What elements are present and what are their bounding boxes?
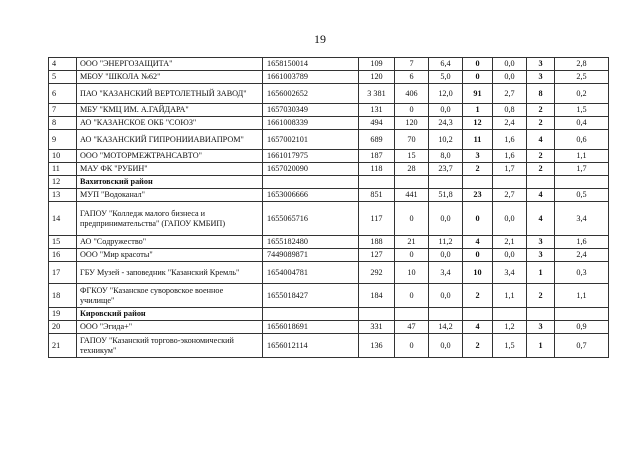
value-cell: 0,2 [555, 84, 609, 104]
value-cell: 2 [463, 163, 493, 176]
value-cell: 109 [359, 58, 395, 71]
value-cell: 4 [463, 236, 493, 249]
value-cell: 4 [527, 202, 555, 236]
inn-cell: 1661017975 [263, 150, 359, 163]
value-cell: 2 [463, 334, 493, 358]
row-number-cell: 20 [49, 321, 77, 334]
empty-cell [527, 308, 555, 321]
value-cell: 0,0 [429, 104, 463, 117]
value-cell: 2,7 [493, 189, 527, 202]
value-cell: 23,7 [429, 163, 463, 176]
organization-name-cell: АО "КАЗАНСКОЕ ОКБ "СОЮЗ" [77, 117, 263, 130]
value-cell: 0 [395, 249, 429, 262]
empty-cell [395, 308, 429, 321]
empty-cell [555, 308, 609, 321]
value-cell: 1,5 [493, 334, 527, 358]
inn-cell: 1657030349 [263, 104, 359, 117]
value-cell: 3 [527, 249, 555, 262]
empty-cell [395, 176, 429, 189]
row-number-cell: 9 [49, 130, 77, 150]
value-cell: 494 [359, 117, 395, 130]
row-number-cell: 17 [49, 262, 77, 284]
organization-name-cell: ФГКОУ "Казанское суворовское военное училище" [77, 284, 263, 308]
value-cell: 136 [359, 334, 395, 358]
value-cell: 406 [395, 84, 429, 104]
value-cell: 0,6 [555, 130, 609, 150]
value-cell: 2,4 [555, 249, 609, 262]
value-cell: 3 [527, 236, 555, 249]
value-cell: 0,0 [493, 202, 527, 236]
empty-cell [463, 176, 493, 189]
table-row [49, 189, 609, 202]
value-cell: 91 [463, 84, 493, 104]
table-row [49, 104, 609, 117]
value-cell: 0 [463, 71, 493, 84]
value-cell: 1,5 [555, 104, 609, 117]
empty-cell [527, 176, 555, 189]
table-body [49, 58, 609, 358]
value-cell: 24,3 [429, 117, 463, 130]
table-row [49, 202, 609, 236]
value-cell: 15 [395, 150, 429, 163]
value-cell: 118 [359, 163, 395, 176]
empty-cell [555, 176, 609, 189]
value-cell: 10 [395, 262, 429, 284]
value-cell: 8,0 [429, 150, 463, 163]
value-cell: 1,6 [555, 236, 609, 249]
value-cell: 70 [395, 130, 429, 150]
inn-cell: 1656012114 [263, 334, 359, 358]
value-cell: 131 [359, 104, 395, 117]
value-cell: 0 [463, 58, 493, 71]
value-cell: 0,7 [555, 334, 609, 358]
organizations-table [48, 57, 609, 358]
value-cell: 689 [359, 130, 395, 150]
value-cell: 0 [395, 202, 429, 236]
inn-cell: 1657002101 [263, 130, 359, 150]
value-cell: 120 [359, 71, 395, 84]
table-row [49, 117, 609, 130]
row-number-cell: 12 [49, 176, 77, 189]
value-cell: 0,5 [555, 189, 609, 202]
value-cell: 117 [359, 202, 395, 236]
value-cell: 2,5 [555, 71, 609, 84]
value-cell: 2,1 [493, 236, 527, 249]
value-cell: 28 [395, 163, 429, 176]
table-row [49, 249, 609, 262]
inn-cell: 1654004781 [263, 262, 359, 284]
value-cell: 1 [527, 262, 555, 284]
table-row [49, 262, 609, 284]
value-cell: 0,0 [493, 249, 527, 262]
value-cell: 0,3 [555, 262, 609, 284]
value-cell: 2 [463, 284, 493, 308]
value-cell: 3 381 [359, 84, 395, 104]
table-row [49, 150, 609, 163]
row-number-cell: 5 [49, 71, 77, 84]
value-cell: 14,2 [429, 321, 463, 334]
inn-cell: 1661008339 [263, 117, 359, 130]
value-cell: 0,0 [429, 334, 463, 358]
value-cell: 6,4 [429, 58, 463, 71]
inn-cell: 7449089871 [263, 249, 359, 262]
value-cell: 0 [395, 104, 429, 117]
value-cell: 2 [527, 104, 555, 117]
table-row [49, 58, 609, 71]
row-number-cell: 15 [49, 236, 77, 249]
table-row [49, 334, 609, 358]
empty-cell [493, 308, 527, 321]
value-cell: 120 [395, 117, 429, 130]
inn-cell: 1661003789 [263, 71, 359, 84]
value-cell: 0,0 [429, 202, 463, 236]
table-row [49, 84, 609, 104]
value-cell: 3,4 [493, 262, 527, 284]
value-cell: 1,1 [555, 284, 609, 308]
organization-name-cell: МУП "Водоканал" [77, 189, 263, 202]
row-number-cell: 7 [49, 104, 77, 117]
organization-name-cell: Вахитовский район [77, 176, 263, 189]
section-row [49, 308, 609, 321]
row-number-cell: 16 [49, 249, 77, 262]
value-cell: 188 [359, 236, 395, 249]
table-row [49, 130, 609, 150]
empty-cell [263, 308, 359, 321]
value-cell: 2 [527, 163, 555, 176]
table-row [49, 236, 609, 249]
organization-name-cell: МАУ ФК "РУБИН" [77, 163, 263, 176]
value-cell: 3 [527, 71, 555, 84]
empty-cell [359, 176, 395, 189]
organization-name-cell: АО "Содружество" [77, 236, 263, 249]
organization-name-cell: МБОУ "ШКОЛА №62" [77, 71, 263, 84]
value-cell: 1,1 [493, 284, 527, 308]
value-cell: 23 [463, 189, 493, 202]
value-cell: 12 [463, 117, 493, 130]
organization-name-cell: ООО "ЭНЕРГОЗАЩИТА" [77, 58, 263, 71]
value-cell: 1,7 [493, 163, 527, 176]
value-cell: 292 [359, 262, 395, 284]
value-cell: 0,0 [429, 284, 463, 308]
value-cell: 0,0 [429, 249, 463, 262]
inn-cell: 1656018691 [263, 321, 359, 334]
organization-name-cell: Кировский район [77, 308, 263, 321]
empty-cell [263, 176, 359, 189]
value-cell: 4 [527, 189, 555, 202]
value-cell: 1,6 [493, 150, 527, 163]
organization-name-cell: ООО "МОТОРМЕЖТРАНСАВТО" [77, 150, 263, 163]
table-row [49, 71, 609, 84]
value-cell: 0 [463, 202, 493, 236]
value-cell: 2,4 [493, 117, 527, 130]
value-cell: 4 [527, 130, 555, 150]
empty-cell [463, 308, 493, 321]
row-number-cell: 13 [49, 189, 77, 202]
value-cell: 0 [395, 284, 429, 308]
organization-name-cell: МБУ "КМЦ ИМ. А.ГАЙДАРА" [77, 104, 263, 117]
value-cell: 4 [463, 321, 493, 334]
value-cell: 1,1 [555, 150, 609, 163]
value-cell: 0,4 [555, 117, 609, 130]
value-cell: 0 [395, 334, 429, 358]
organization-name-cell: ГАПОУ "Казанский торгово-экономический техникум" [77, 334, 263, 358]
row-number-cell: 14 [49, 202, 77, 236]
organization-name-cell: ГБУ Музей - заповедник "Казанский Кремль" [77, 262, 263, 284]
inn-cell: 1655018427 [263, 284, 359, 308]
value-cell: 2 [527, 117, 555, 130]
value-cell: 3,4 [555, 202, 609, 236]
row-number-cell: 19 [49, 308, 77, 321]
value-cell: 3,4 [429, 262, 463, 284]
row-number-cell: 6 [49, 84, 77, 104]
organization-name-cell: АО "КАЗАНСКИЙ ГИПРОНИИАВИАПРОМ" [77, 130, 263, 150]
empty-cell [429, 176, 463, 189]
value-cell: 0,0 [493, 71, 527, 84]
value-cell: 0 [463, 249, 493, 262]
value-cell: 3 [527, 321, 555, 334]
inn-cell: 1655182480 [263, 236, 359, 249]
organization-name-cell: ГАПОУ "Колледж малого бизнеса и предпринимательства" (ГАПОУ КМБИП) [77, 202, 263, 236]
value-cell: 47 [395, 321, 429, 334]
value-cell: 8 [527, 84, 555, 104]
value-cell: 0,0 [493, 58, 527, 71]
value-cell: 51,8 [429, 189, 463, 202]
table-row [49, 321, 609, 334]
row-number-cell: 8 [49, 117, 77, 130]
value-cell: 184 [359, 284, 395, 308]
inn-cell: 1653006666 [263, 189, 359, 202]
value-cell: 0,9 [555, 321, 609, 334]
value-cell: 1,6 [493, 130, 527, 150]
value-cell: 2 [527, 150, 555, 163]
inn-cell: 1656002652 [263, 84, 359, 104]
value-cell: 2 [527, 284, 555, 308]
row-number-cell: 10 [49, 150, 77, 163]
organization-name-cell: ООО "Мир красоты" [77, 249, 263, 262]
value-cell: 1,2 [493, 321, 527, 334]
value-cell: 851 [359, 189, 395, 202]
empty-cell [359, 308, 395, 321]
inn-cell: 1657020090 [263, 163, 359, 176]
page-number: 19 [314, 32, 326, 46]
empty-cell [493, 176, 527, 189]
value-cell: 3 [463, 150, 493, 163]
row-number-cell: 4 [49, 58, 77, 71]
value-cell: 331 [359, 321, 395, 334]
value-cell: 127 [359, 249, 395, 262]
value-cell: 3 [527, 58, 555, 71]
table-row [49, 163, 609, 176]
value-cell: 21 [395, 236, 429, 249]
row-number-cell: 11 [49, 163, 77, 176]
row-number-cell: 21 [49, 334, 77, 358]
value-cell: 5,0 [429, 71, 463, 84]
value-cell: 2,8 [555, 58, 609, 71]
value-cell: 11,2 [429, 236, 463, 249]
value-cell: 12,0 [429, 84, 463, 104]
value-cell: 10 [463, 262, 493, 284]
organization-name-cell: ООО "Эгида+" [77, 321, 263, 334]
value-cell: 187 [359, 150, 395, 163]
value-cell: 1 [463, 104, 493, 117]
row-number-cell: 18 [49, 284, 77, 308]
value-cell: 2,7 [493, 84, 527, 104]
organization-name-cell: ПАО "КАЗАНСКИЙ ВЕРТОЛЕТНЫЙ ЗАВОД" [77, 84, 263, 104]
value-cell: 1,7 [555, 163, 609, 176]
value-cell: 0,8 [493, 104, 527, 117]
empty-cell [429, 308, 463, 321]
value-cell: 1 [527, 334, 555, 358]
section-row [49, 176, 609, 189]
value-cell: 6 [395, 71, 429, 84]
inn-cell: 1658150014 [263, 58, 359, 71]
value-cell: 441 [395, 189, 429, 202]
inn-cell: 1655065716 [263, 202, 359, 236]
value-cell: 10,2 [429, 130, 463, 150]
table-row [49, 284, 609, 308]
value-cell: 11 [463, 130, 493, 150]
value-cell: 7 [395, 58, 429, 71]
